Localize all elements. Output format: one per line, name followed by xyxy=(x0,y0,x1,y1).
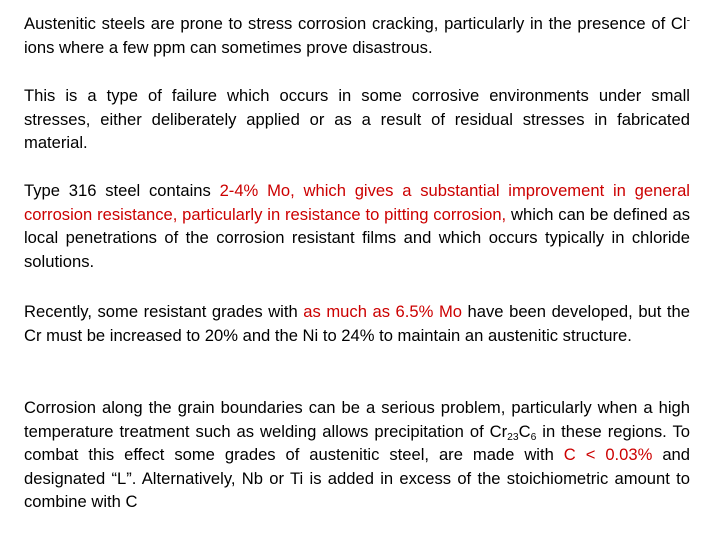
paragraph-failure-type xyxy=(24,84,690,155)
p5-subscript-6: 6 xyxy=(530,431,537,443)
p5-highlight: C < 0.03% xyxy=(563,445,653,465)
p5-text-c: and designated “L”. Alternatively, Nb or Ti is added in excess of the stoichiometric amount to combine with C xyxy=(24,445,690,512)
p5-carbon: C xyxy=(518,421,531,441)
paragraph-resistant-grades xyxy=(24,300,690,347)
p5-text-a: Corrosion along the grain boundaries can be a serious problem, particularly when a high temperature treatment such as welding allows precipitation of Cr xyxy=(24,398,690,441)
p4-highlight: as much as 6.5% Mo xyxy=(303,302,462,321)
paragraph-type-316 xyxy=(24,179,690,273)
p1-text-a: Austenitic steels are prone to stress corrosion cracking, particularly in the presence of Cl xyxy=(24,14,687,33)
p5-text-b: in these regions. To combat this effect some grades of austenitic steel, are made with xyxy=(24,421,690,465)
p2-text: This is a type of failure which occurs in some corrosive environments under small stresses, either deliberately applied or as a result of residual stresses in fabricated material. xyxy=(24,86,690,153)
p4-text-b: have been developed, but the Cr must be increased to 20% and the Ni to 24% to maintain an austenitic structure. xyxy=(24,302,691,345)
p5-subscript-23: 23 xyxy=(507,431,519,443)
paragraph-grain-boundaries xyxy=(24,396,690,514)
p3-text-b: which can be defined as local penetrations of the corrosion resistant films and which occurs typically in chloride solutions. xyxy=(24,204,690,271)
p3-text-a: Type 316 steel contains xyxy=(24,181,220,200)
p4-text-a: Recently, some resistant grades with xyxy=(24,302,304,321)
p1-chloride-superscript: - xyxy=(686,15,690,27)
p3-highlight: 2-4% Mo, which gives a substantial improvement in general corrosion resistance, particularly in resistance to pitting corrosion, xyxy=(24,181,690,224)
p1-text-b: ions where a few ppm can sometimes prove disastrous. xyxy=(24,37,433,57)
paragraph-stress-corrosion xyxy=(24,12,690,59)
